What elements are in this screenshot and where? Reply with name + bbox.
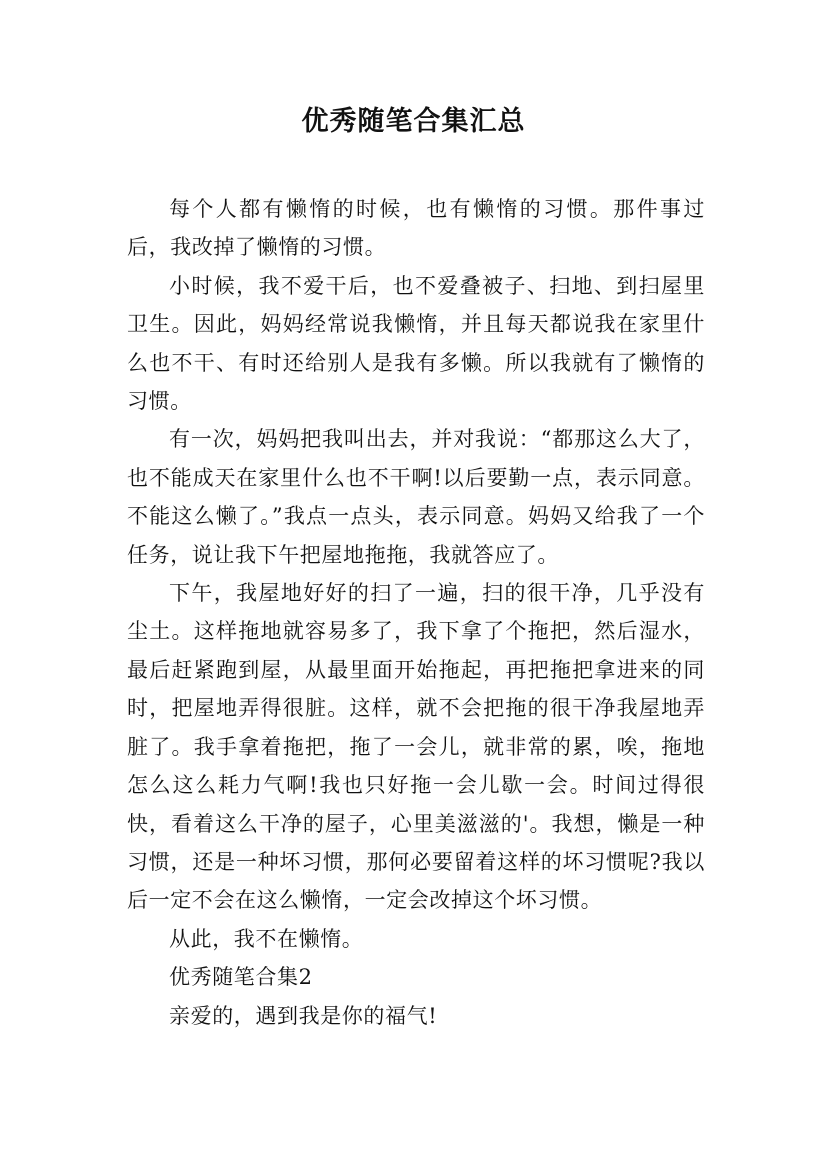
section-heading: 优秀随笔合集2	[169, 965, 313, 990]
paragraph: 亲爱的，遇到我是你的福气!	[169, 1003, 438, 1028]
paragraph: 有一次，妈妈把我叫出去，并对我说：“都那这么大了，也不能成天在家里什么也不干啊!以后要勤一点，表示同意。不能这么懒了。”我点一点头，表示同意。妈妈又给我了一个任务，说让我下午把屋地拖拖，我就答应了。	[127, 427, 705, 567]
paragraph: 下午，我屋地好好的扫了一遍，扫的很干净，几乎没有尘土。这样拖地就容易多了，我下拿了个拖把，然后湿水，最后赶紧跑到屋，从最里面开始拖起，再把拖把拿进来的同时，把屋地弄得很脏。这样，就不会把拖的很干净我屋地弄脏了。我手拿着拖把，拖了一会儿，就非常的累，唉，拖地怎么这么耗力气啊!我也只好拖一会儿歇一会。时间过得很快，看着这么干净的屋子，心里美滋滋的'。我想，懒是一种习惯，还是一种坏习惯，那何必要留着这样的坏习惯呢?我以后一定不会在这么懒惰，一定会改掉这个坏习惯。	[127, 581, 705, 913]
paragraph: 从此，我不在懒惰。	[169, 926, 364, 951]
document-body	[127, 190, 705, 1035]
paragraph: 小时候，我不爱干后，也不爱叠被子、扫地、到扫屋里卫生。因此，妈妈经常说我懒惰，并且每天都说我在家里什么也不干、有时还给别人是我有多懒。所以我就有了懒惰的习惯。	[127, 273, 705, 414]
document-title: 优秀随笔合集汇总	[301, 106, 526, 137]
paragraph: 每个人都有懒惰的时候，也有懒惰的习惯。那件事过后，我改掉了懒惰的习惯。	[127, 197, 705, 260]
